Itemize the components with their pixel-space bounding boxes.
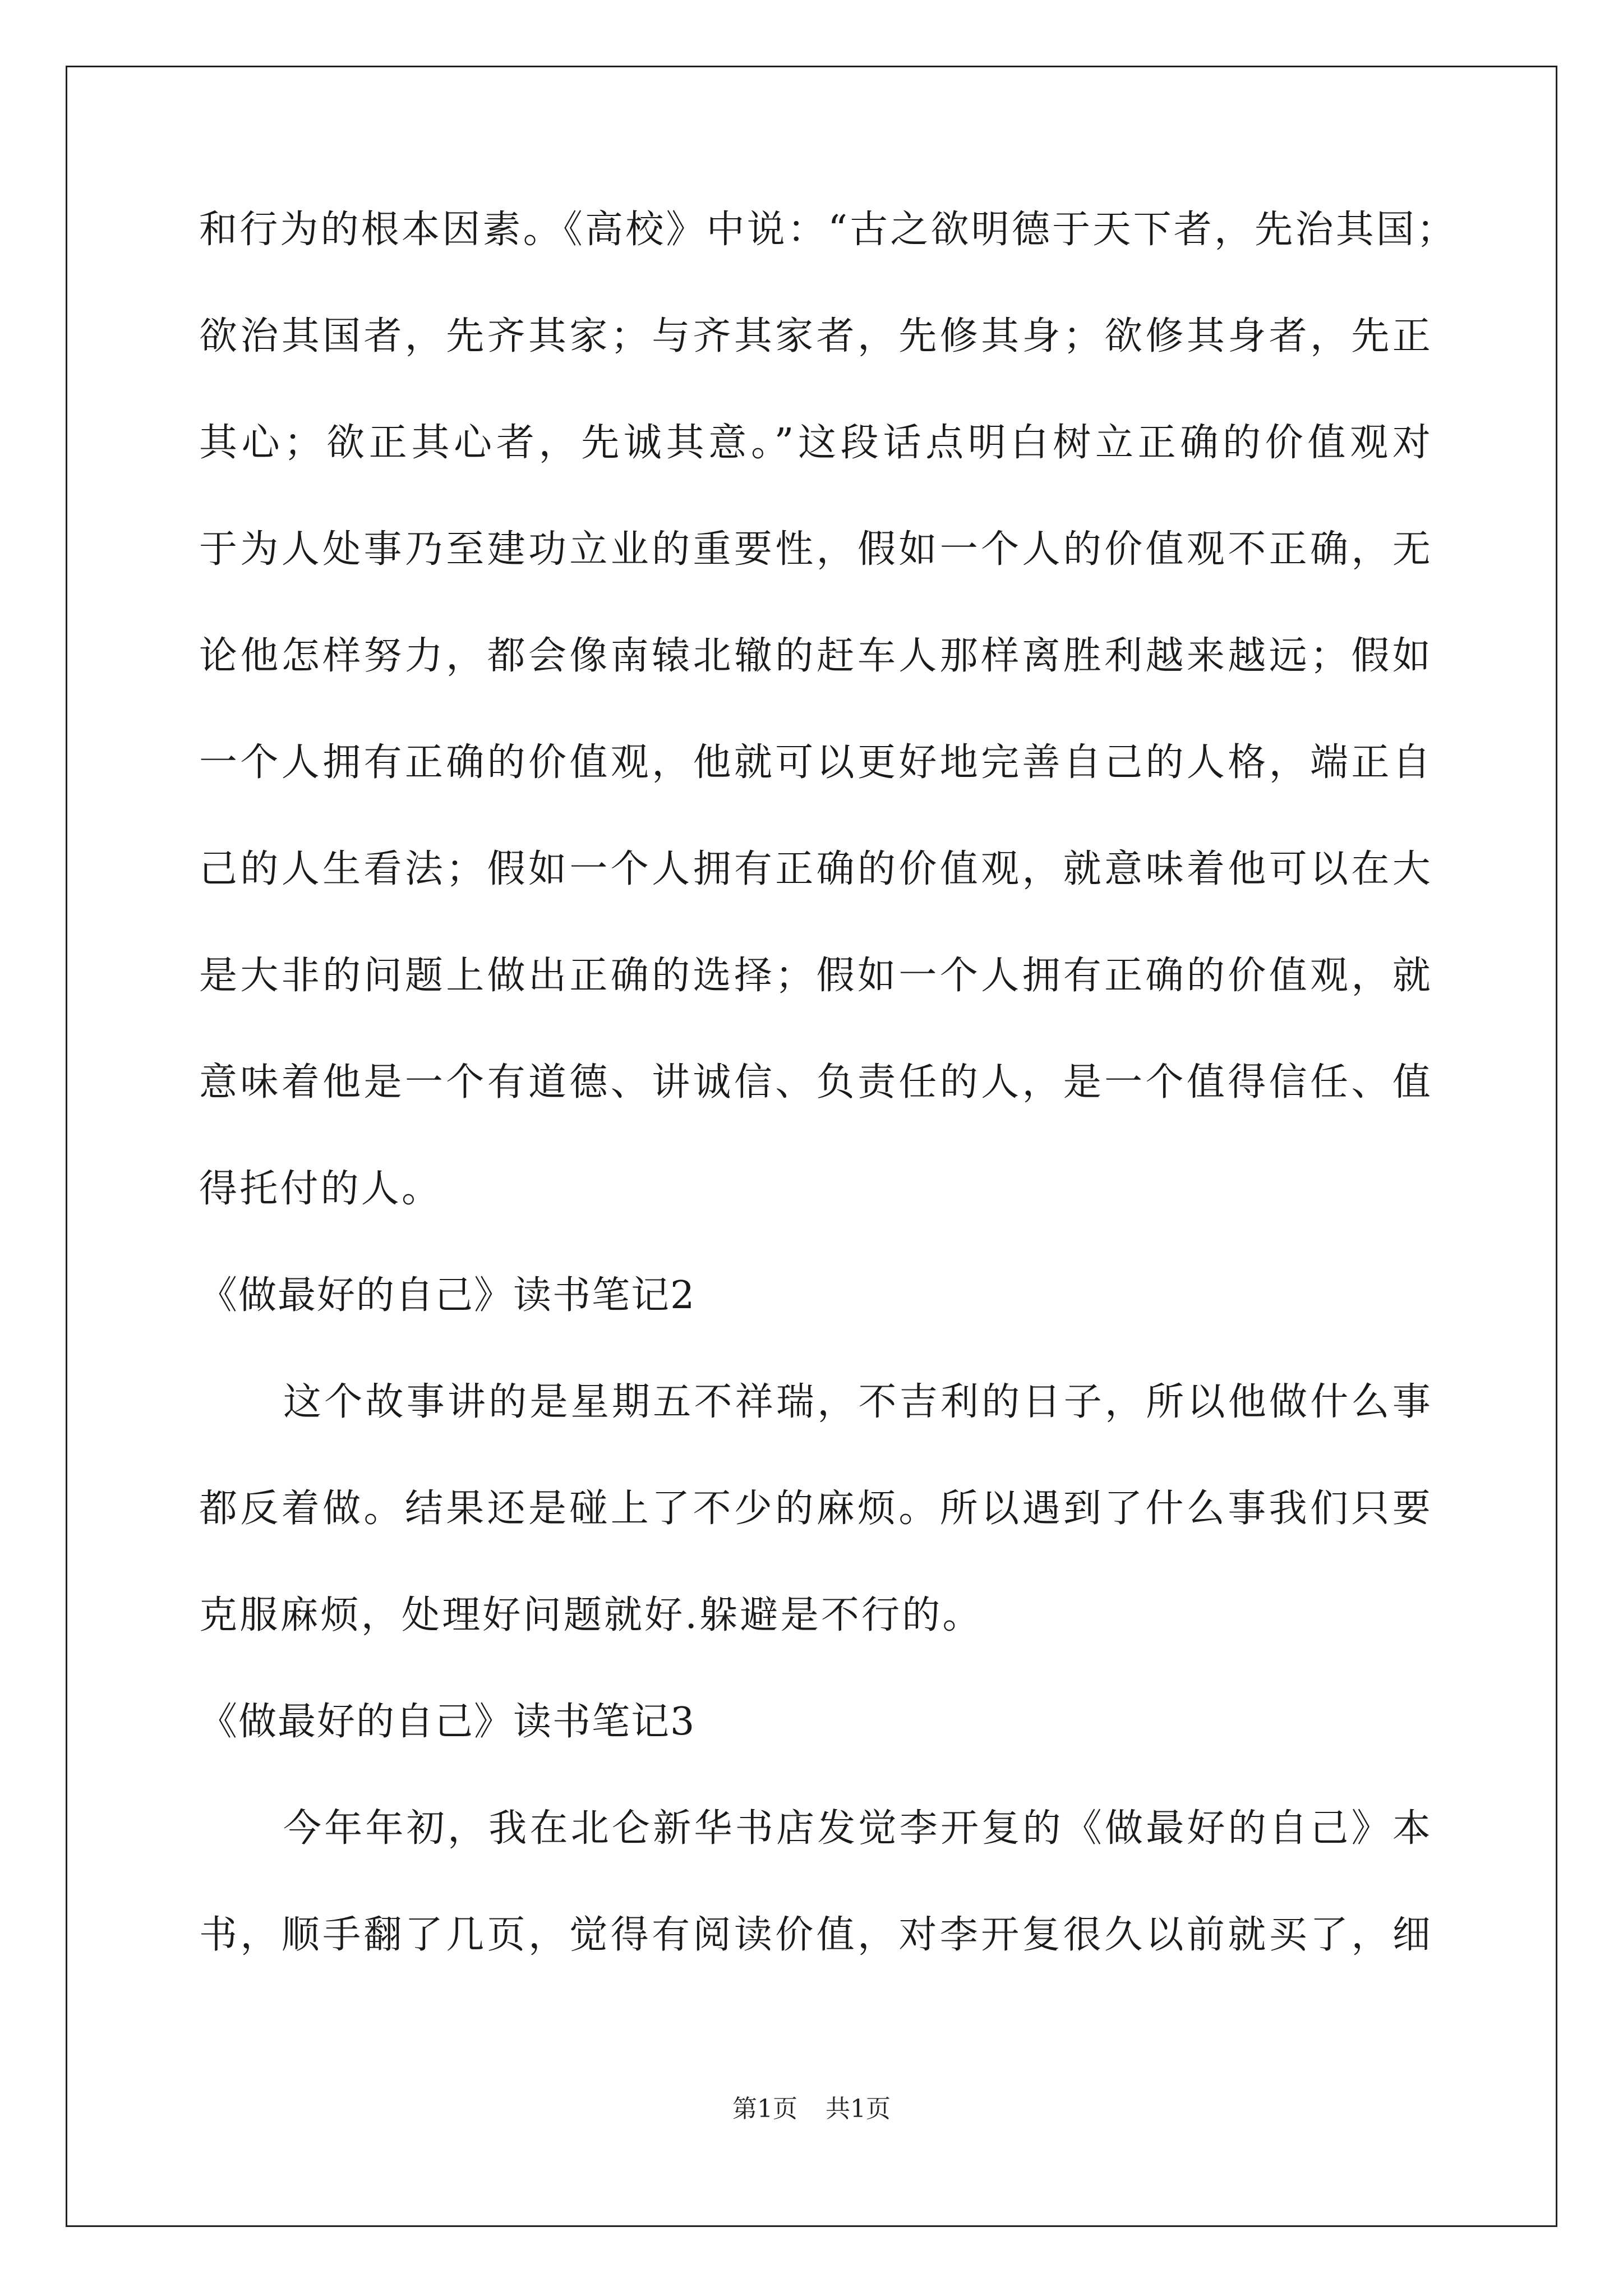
text-line: 于为人处事乃至建功立业的重要性，假如一个人的价值观不正确，无 [199,527,1433,572]
text-line: 这个故事讲的是星期五不祥瑞，不吉利的日子，所以他做什么事 [283,1380,1433,1424]
text-line: 克服麻烦，处理好问题就好.躲避是不行的。 [199,1593,983,1637]
text-line: 和行为的根本因素。《高校》中说：“古之欲明德于天下者，先治其国； [199,208,1458,252]
text-line: 今年年初，我在北仑新华书店发觉李开复的《做最好的自己》本 [283,1806,1433,1851]
text-line: 得托付的人。 [199,1167,442,1211]
text-line: 是大非的问题上做出正确的选择；假如一个人拥有正确的价值观，就 [199,954,1433,998]
section-heading: 《做最好的自己》读书笔记2 [199,1273,696,1318]
page-number: 第1页 [732,2095,797,2123]
text-line: 都反着做。结果还是碰上了不少的麻烦。所以遇到了什么事我们只要 [199,1487,1433,1531]
text-line: 意味着他是一个有道德、讲诚信、负责任的人，是一个值得信任、值 [199,1060,1433,1105]
text-line: 其心；欲正其心者，先诚其意。”这段话点明白树立正确的价值观对 [199,421,1433,465]
section-heading: 《做最好的自己》读书笔记3 [199,1700,696,1744]
page-border [66,66,1557,2227]
text-line: 书，顺手翻了几页，觉得有阅读价值，对李开复很久以前就买了，细 [199,1913,1433,1957]
text-line: 论他怎样努力，都会像南辕北辙的赶车人那样离胜利越来越远；假如 [199,634,1433,678]
page-total: 共1页 [826,2095,891,2123]
text-line: 欲治其国者，先齐其家；与齐其家者，先修其身；欲修其身者，先正 [199,314,1433,358]
text-line: 己的人生看法；假如一个人拥有正确的价值观，就意味着他可以在大 [199,847,1433,891]
text-line: 一个人拥有正确的价值观，他就可以更好地完善自己的人格，端正自 [199,740,1433,785]
page-footer [0,2092,1623,2126]
